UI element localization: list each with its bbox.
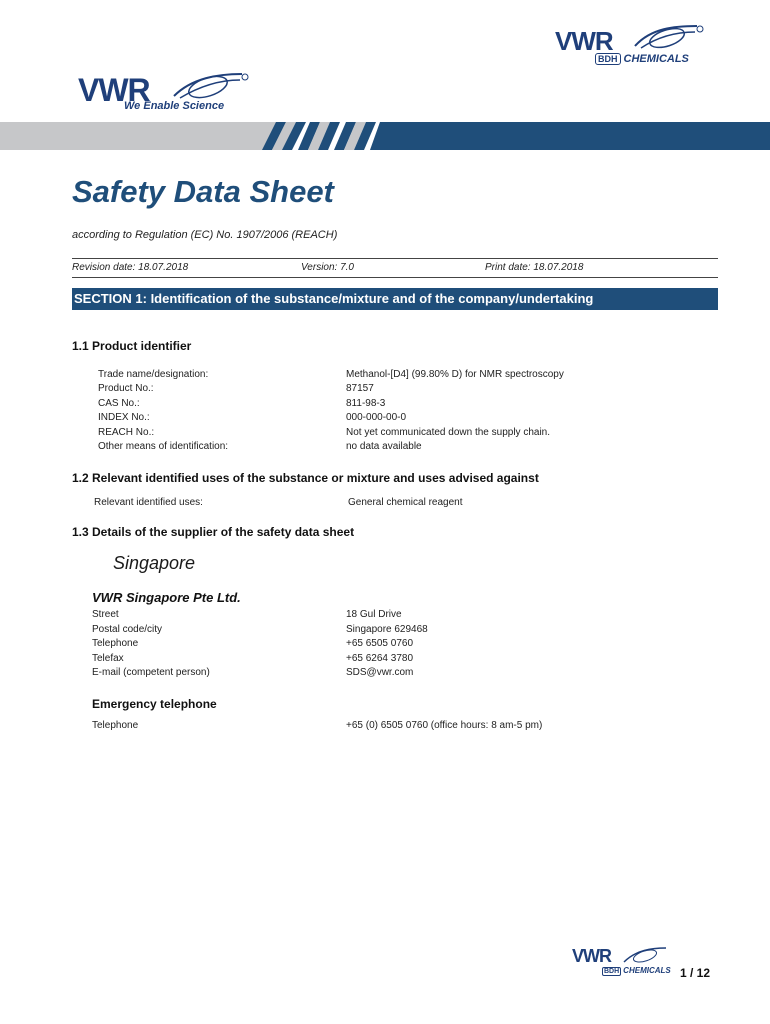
field-value: Singapore 629468 <box>346 624 428 635</box>
field-value: Not yet communicated down the supply chain. <box>346 427 550 438</box>
field-label: Street <box>92 609 119 620</box>
field-value: General chemical reagent <box>348 497 463 508</box>
bdh-chemicals-label: BDH CHEMICALS <box>595 53 689 65</box>
field-label: Postal code/city <box>92 624 163 635</box>
print-date: Print date: 18.07.2018 <box>485 262 584 273</box>
field-label: Trade name/designation: <box>98 369 209 380</box>
field-value: +65 6264 3780 <box>346 653 414 664</box>
field-value: 811-98-3 <box>346 398 386 409</box>
revision-info <box>72 258 718 278</box>
uses-heading: 1.2 Relevant identified uses of the substance or mixture and uses advised against <box>72 471 539 485</box>
revision-date: Revision date: 18.07.2018 <box>72 262 189 273</box>
field-label: Telephone <box>92 638 139 649</box>
logo-tagline: We Enable Science <box>124 100 225 112</box>
supplier-heading: 1.3 Details of the supplier of the safety data sheet <box>72 525 355 539</box>
logo-swoosh-icon <box>631 22 705 52</box>
page-number: 1 / 12 <box>680 966 711 980</box>
section-heading: SECTION 1: Identification of the substance/mixture and of the company/undertaking <box>72 288 718 310</box>
field-label: E-mail (competent person) <box>92 667 210 678</box>
logo-text: VWR <box>572 946 611 966</box>
field-label: Product No.: <box>98 383 154 394</box>
logo-swoosh-icon <box>622 946 670 966</box>
bdh-chemicals-label: BDH CHEMICALS <box>604 966 671 975</box>
logo-swoosh-icon <box>170 70 250 102</box>
field-label: Telefax <box>92 653 124 664</box>
field-label: Other means of identification: <box>98 441 229 452</box>
header-banner <box>0 122 770 150</box>
field-value: 87157 <box>346 383 374 394</box>
banner-grey-band <box>0 122 290 150</box>
logo-text: VWR <box>78 72 150 108</box>
vwr-bdh-logo <box>555 22 705 70</box>
field-label: INDEX No.: <box>98 412 150 423</box>
field-value: 000-000-00-0 <box>346 412 407 423</box>
field-label: REACH No.: <box>98 427 155 438</box>
field-label: CAS No.: <box>98 398 140 409</box>
banner-chevron-pattern <box>262 122 392 150</box>
email-value[interactable]: SDS@vwr.com <box>346 667 414 678</box>
product-identifier-heading: 1.1 Product identifier <box>72 339 192 353</box>
field-value: 18 Gul Drive <box>346 609 402 620</box>
field-value: +65 (0) 6505 0760 (office hours: 8 am-5 pm) <box>346 720 543 731</box>
supplier-company: VWR Singapore Pte Ltd. <box>92 590 241 605</box>
supplier-city: Singapore <box>113 553 196 573</box>
field-label: Relevant identified uses: <box>94 497 203 508</box>
field-value: +65 6505 0760 <box>346 638 414 649</box>
vwr-logo <box>78 70 258 120</box>
banner-blue-band <box>380 122 770 150</box>
logo-text: VWR <box>555 26 613 56</box>
field-value: no data available <box>346 441 422 452</box>
emergency-heading: Emergency telephone <box>92 697 217 711</box>
field-value: Methanol-[D4] (99.80% D) for NMR spectroscopy <box>346 369 564 380</box>
page-title: Safety Data Sheet <box>72 174 334 209</box>
version: Version: 7.0 <box>301 262 354 273</box>
footer-logo <box>572 946 672 980</box>
field-label: Telephone <box>92 720 139 731</box>
regulation-note: according to Regulation (EC) No. 1907/2006 (REACH) <box>72 229 338 241</box>
